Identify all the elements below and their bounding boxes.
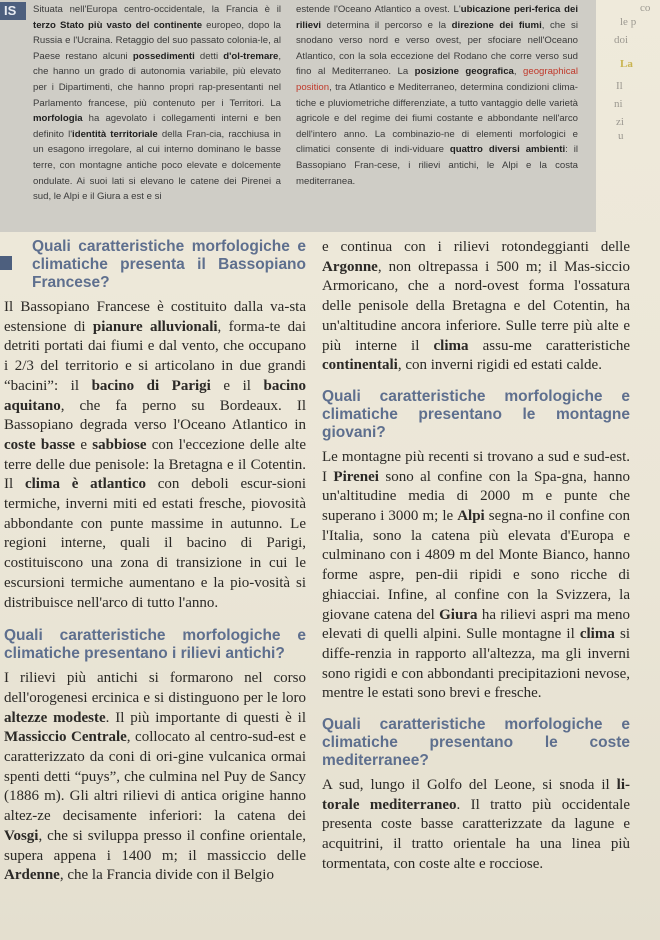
paragraph-argonne: e continua con i rilievi rotondeggianti delle Argonne, non oltrepassa i 500 m; il Mas-siccio Armoricano, che a nord-ovest forma l'ossatura delle penisole della Bretagna e del Cotentin, ha un'altitudine ancora inferiore. Sulle terre più alte e più interne il clima assu-me caratteristiche continentali, con inverni rigidi ed estati calde.: [322, 239, 630, 374]
heading-bassopiano: Quali caratteristiche morfologiche e climatiche presenta il Bassopiano Francese?: [32, 238, 306, 291]
heading-rilievi-antichi: Quali caratteristiche morfologiche e climatiche presentano i rilievi antichi?: [4, 627, 306, 663]
paragraph-coste-mediterranee: A sud, lungo il Golfo del Leone, si snoda il li-torale mediterraneo. Il tratto più occidentale presenta coste basse caratterizzate da lagune e acquitrini, il tratto orientale ha una linea più tormentata, con coste alte e rocciose.: [322, 777, 630, 872]
heading-montagne-giovani: Quali caratteristiche morfologiche e climatiche presentano le montagne giovani?: [322, 387, 630, 441]
margin-fragment: co: [640, 2, 651, 14]
paragraph-montagne-giovani: Le montagne più recenti si trovano a sud e sud-est. I Pirenei sono al confine con la Spa-gna, hanno un'altitudine media di 2000 m e punte che superano i 3000 m; le Alpi segna-no il confine con l'Italia, sono la catena più elevata d'Europa e culminano con i 4809 m del Monte Bianco, hanno forme aspre, pen-dii ripidi e sono ricche di ghiacciai. Infine, al confine con la Svizzera, la giovane catena del Giura ha rilievi aspri ma meno elevati di quelli alpini. Sulle montagne il clima si diffe-renzia in rapporto all'altezza, ma gli inverni sono rigidi e con abbondanti precipitazioni nevose, mentre le estati sono brevi e fresche.: [322, 448, 630, 702]
paragraph-bassopiano: Il Bassopiano Francese è costituito dalla va-sta estensione di pianure alluvionali, forma-te dai detriti portati dai fiumi e dal vento, che occupano i 2/3 del territorio e si articolano in due grandi “bacini”: il bacino di Parigi e il bacino aquitano, che fa perno su Bordeaux. Il Bassopiano degrada verso l'Oceano Atlantico in coste basse e sabbiose con l'eccezione delle alte terre delle due penisole: la Bretagna e il Cotentin. Il clima è atlantico con deboli escur-sioni termiche, inverni miti ed estati fresche, piovosità abbondante con punte massime in autunno. Le regioni interne, quali il bacino di Parigi, costituiscono una zona di transizione in cui le escursioni termiche aumentano e la pio-vosità si distribuisce nell'arco di tutto l'anno.: [4, 299, 307, 611]
intro-box: [0, 0, 596, 232]
right-column: [322, 238, 630, 875]
section-tag: IS: [0, 2, 26, 20]
paragraph-rilievi-antichi: I rilievi più antichi si formarono nel corso dell'orogenesi ercinica e si distinguono per le loro altezze modeste. Il più importante di questi è il Massiccio Centrale, collocato al centro-sud-est e caratterizzato da coni di ori-gine vulcanica ormai spenti detti “puys”, che culmina nel Puy de Sancy (1886 m). Gli altri rilievi di antica origine hanno altez-ze decisamente inferiori: la catena dei Vosgi, che si sviluppa presso il confine orientale, supera appena i 1400 m; il massiccio delle Ardenne, che la Francia divide con il Belgio: [4, 670, 306, 884]
margin-fragment: Il: [616, 80, 623, 92]
intro-column-1: Situata nell'Europa centro-occidentale, la Francia è il terzo Stato più vasto del continente europeo, dopo la Russia e l'Ucraina. Retaggio del suo passato colonia-le, al Paese restano alcuni possedimenti detti d'ol-tremare, che hanno un grado di autonomia variabile, più elevato per i Dipartimenti, che hanno propri rap-presentanti nel Parlamento francese, più contenuto per i Territori. La morfologia ha agevolato i collegamenti interni e ben definito l'identità territoriale della Fran-cia, racchiusa in un esagono irregolare, al cui interno dominano le basse terre, con montagne antiche poco elevate e dolcemente ondulate. Ai suoi lati si elevano le catene dei Pirenei a sud, le Alpi e il Giura a est e si: [33, 4, 282, 203]
margin-fragment: doi: [614, 34, 629, 46]
margin-fragment: le p: [620, 16, 637, 28]
margin-fragment: La: [620, 58, 633, 70]
margin-fragment: ni: [614, 98, 623, 110]
margin-fragment: u: [618, 130, 624, 142]
margin-fragment: zi: [616, 116, 624, 128]
heading-coste-mediterranee: Quali caratteristiche morfologiche e climatiche presentano le coste mediterranee?: [322, 716, 630, 770]
left-column: [4, 238, 306, 886]
intro-column-2: estende l'Oceano Atlantico a ovest. L'ubicazione peri-ferica dei rilievi determina il percorso e la direzione dei fiumi, che si snodano verso nord e verso ovest, per sfociare nell'Oceano Atlantico, con la sola eccezione del Rodano che corre verso sud fino al Mediterraneo. La posizione geografica, geographical position, tra Atlantico e Mediterraneo, determina condizioni clima-tiche e pluviometriche differenziate, a tutto vantaggio delle varietà agricole e del regime dei fiumi costante e abbondante nell'arco dell'intero anno. La combinazio-ne di elementi morfologici e climatici consente di indi-viduare quattro diversi ambienti: il Bassopiano Fran-cese, i rilievi antichi, le Alpi e la costa mediterranea.: [296, 4, 579, 187]
